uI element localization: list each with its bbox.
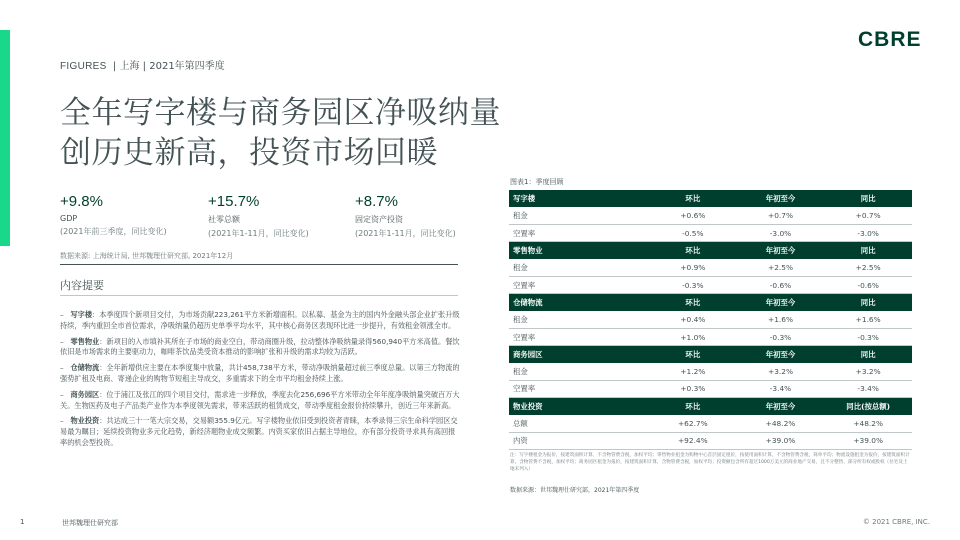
quarterly-review-table: [509, 190, 912, 450]
stat-fixed-investment: [355, 193, 456, 239]
header-cell: 年初至今: [737, 294, 825, 311]
header-cell: 环比: [649, 398, 737, 415]
key-stats: [60, 193, 460, 243]
table-cell: +2.5%: [737, 259, 825, 276]
eyebrow-city: 上海: [119, 61, 140, 72]
bullet-dash: –: [60, 416, 64, 426]
bullet-head: 仓储物流: [70, 363, 100, 373]
table-row: [509, 415, 912, 432]
table-cell: +39.0%: [824, 432, 912, 449]
stat-value: +15.7%: [208, 193, 260, 210]
table-row: [509, 225, 912, 242]
table-cell: +0.9%: [649, 259, 737, 276]
table-header-row: [509, 346, 912, 363]
table-cell: +0.3%: [649, 380, 737, 397]
table-cell: +48.2%: [824, 415, 912, 432]
header-cell: 写字楼: [509, 190, 649, 207]
header-cell: 年初至今: [737, 398, 825, 415]
divider: [60, 264, 458, 265]
eyebrow-period: 2021年第四季度: [149, 61, 225, 72]
table-cell: +2.5%: [824, 259, 912, 276]
table-row: [509, 328, 912, 345]
table-cell: -3.4%: [737, 380, 825, 397]
table-row: [509, 207, 912, 224]
page-title: [60, 93, 580, 173]
table-notes: 注：写字楼租金为报价，按建筑面积计算，不含物管费含税，加权平均；零售物业租金为购物中心首层固定租价，按使用面积计算，不含物管费含税，简单平均；物流设施租金为报价，按建筑面积计算，含物管费不含税，加权平均；商务园区租金为报价，按建筑面积计算，含物管费含税，加权平均；投资额包含所有超过1000万美元的商业地产交易，且不分整售、部分所有权或股权（住宅及土地未列入）: [510, 453, 910, 472]
table-cell: +62.7%: [649, 415, 737, 432]
bullet-logistics: [60, 363, 460, 385]
table-cell: +3.2%: [824, 363, 912, 380]
bullet-text: ：位于浦江及张江的四个项目交付，需求进一步释放，季度去化256,696平方米带动全年年度净吸纳量突破百万大关。生物医药及电子产品类产业作为本季度领先需求，带来活跃的租赁成交，带动季度租金报价持续攀升，创近三年来新高。: [60, 389, 460, 410]
header-cell: 同比: [824, 190, 912, 207]
header-cell: 商务园区: [509, 346, 649, 363]
stat-label: GDP: [60, 214, 78, 223]
eyebrow-separator: |: [112, 61, 117, 72]
table-cell: +39.0%: [737, 432, 825, 449]
header-cell: 环比: [649, 346, 737, 363]
header-cell: 年初至今: [737, 190, 825, 207]
table-title: 图表1：季度回顾: [510, 178, 564, 186]
bullet-head: 零售物业: [70, 336, 100, 346]
table-cell: -0.6%: [737, 276, 825, 293]
bullet-head: 物业投资: [70, 416, 100, 426]
bullet-dash: –: [60, 336, 64, 346]
bullet-dash: –: [60, 310, 64, 319]
header-cell: 年初至今: [737, 242, 825, 259]
table-cell: -3.0%: [824, 225, 912, 242]
bullet-business-park: [60, 390, 460, 412]
table-row: [509, 432, 912, 449]
table-cell: +0.7%: [824, 207, 912, 224]
header-cell: 物业投资: [509, 398, 649, 415]
table-cell: -0.3%: [649, 276, 737, 293]
row-label: 空置率: [509, 276, 649, 293]
stat-sub: (2021年1-11月，同比变化): [208, 229, 309, 238]
table-header-row: [509, 398, 912, 415]
table-cell: +1.2%: [649, 363, 737, 380]
header-cell: 同比: [824, 294, 912, 311]
bullet-head: 写字楼: [70, 310, 93, 319]
bullet-text: ：本季度四个新项目交付，为市场贡献223,261平方米新增面积。以私募、基金为主的国内外金融头部企业扩张升级持续，季内重回全市首位需求，净吸纳量仍超历史单季平均水平，其中核心商务区表现环比进一步提升，有效租金领涨全市。: [60, 310, 460, 330]
table-cell: -0.6%: [824, 276, 912, 293]
row-label: 空置率: [509, 328, 649, 345]
table-header-row: [509, 294, 912, 311]
page-number: 1: [20, 518, 25, 526]
table-cell: -0.3%: [824, 328, 912, 345]
header-cell: 环比: [649, 190, 737, 207]
header-cell: 同比(按总额): [824, 398, 912, 415]
bullet-dash: –: [60, 363, 64, 373]
table-cell: +1.0%: [649, 328, 737, 345]
row-label: 租金: [509, 363, 649, 380]
row-label: 内资: [509, 432, 649, 449]
table-cell: +0.4%: [649, 311, 737, 328]
summary-bullets: [60, 310, 460, 454]
table-row: [509, 311, 912, 328]
table-cell: +1.6%: [824, 311, 912, 328]
stat-value: +8.7%: [355, 193, 398, 210]
table-cell: +0.6%: [649, 207, 737, 224]
table-cell: +48.2%: [737, 415, 825, 432]
row-label: 租金: [509, 311, 649, 328]
accent-bar: [0, 30, 10, 246]
bullet-text: ：共达成三十一笔大宗交易，交易额355.9亿元。写字楼物业依旧受到投资者青睐，本季录得三宗生命科学园区交易最为瞩目；延续投资物业多元化趋势，新经济题物业成交频繁。内资买家依旧占据主导地位，亦有部分投资寻求具有高回报率的机会型投资。: [60, 416, 458, 447]
stat-sub: (2021年1-11月，同比变化): [355, 229, 456, 238]
table-cell: -3.4%: [824, 380, 912, 397]
table-row: [509, 363, 912, 380]
header-cell: 同比: [824, 242, 912, 259]
header-cell: 零售物业: [509, 242, 649, 259]
header-cell: 环比: [649, 294, 737, 311]
table-row: [509, 380, 912, 397]
table-header-row: [509, 242, 912, 259]
table-cell: +0.7%: [737, 207, 825, 224]
table-cell: -0.3%: [737, 328, 825, 345]
row-label: 总额: [509, 415, 649, 432]
stat-value: +9.8%: [60, 193, 103, 210]
row-label: 空置率: [509, 380, 649, 397]
table-row: [509, 276, 912, 293]
bullet-retail: [60, 337, 460, 359]
title-line-2: 创历史新高，投资市场回暖: [60, 135, 438, 171]
footer-copyright: © 2021 CBRE, INC.: [862, 518, 930, 526]
table-row: [509, 259, 912, 276]
eyebrow: [60, 57, 225, 72]
table-header-row: [509, 190, 912, 207]
bullet-office: [60, 310, 460, 332]
table-cell: +3.2%: [737, 363, 825, 380]
section-heading: 内容提要: [60, 279, 104, 292]
header-cell: 环比: [649, 242, 737, 259]
row-label: 租金: [509, 207, 649, 224]
header-cell: 仓储物流: [509, 294, 649, 311]
stat-gdp: [60, 193, 167, 237]
table-cell: -0.5%: [649, 225, 737, 242]
bullet-head: 商务园区: [70, 389, 100, 399]
eyebrow-separator: |: [142, 61, 147, 72]
header-cell: 年初至今: [737, 346, 825, 363]
footer-company: 世邦魏理仕研究部: [62, 519, 118, 527]
title-line-1: 全年写字楼与商务园区净吸纳量: [60, 95, 501, 131]
header-cell: 同比: [824, 346, 912, 363]
bullet-investment: [60, 416, 460, 448]
divider: [60, 295, 458, 296]
stat-label: 社零总额: [208, 215, 240, 224]
eyebrow-figures: FIGURES: [60, 61, 107, 72]
stat-label: 固定资产投资: [355, 215, 403, 224]
row-label: 租金: [509, 259, 649, 276]
bullet-text: ：全年新增供应主要在本季度集中放量，共计458,738平方米，带动净吸纳量超过前三季度总量。以第三方物流的强势扩租及电商、寄递企业的购物节短租主导成交，多重需求下的全市平均租金持续上涨。: [60, 363, 460, 383]
bullet-text: ：新项目的入市填补其所在子市场的商业空白，带动商圈升级，拉动整体净吸纳量录得560,940平方米高值。餐饮依旧是市场需求的主要驱动力，咖啡茶饮品类受资本推动的影响扩张和升级的需求均较为活跃。: [60, 336, 460, 357]
row-label: 空置率: [509, 225, 649, 242]
stat-sub: (2021年前三季度，同比变化): [60, 227, 167, 236]
bullet-dash: –: [60, 389, 64, 399]
table-cell: -3.0%: [737, 225, 825, 242]
cbre-logo: CBRE: [858, 28, 922, 51]
table-source: 数据来源：世邦魏理仕研究部，2021年第四季度: [510, 487, 640, 494]
stats-source: 数据来源: 上海统计局, 世邦魏理仕研究部, 2021年12月: [60, 252, 234, 260]
table-cell: +92.4%: [649, 432, 737, 449]
table-cell: +1.6%: [737, 311, 825, 328]
stat-retail-sales: [208, 193, 309, 239]
